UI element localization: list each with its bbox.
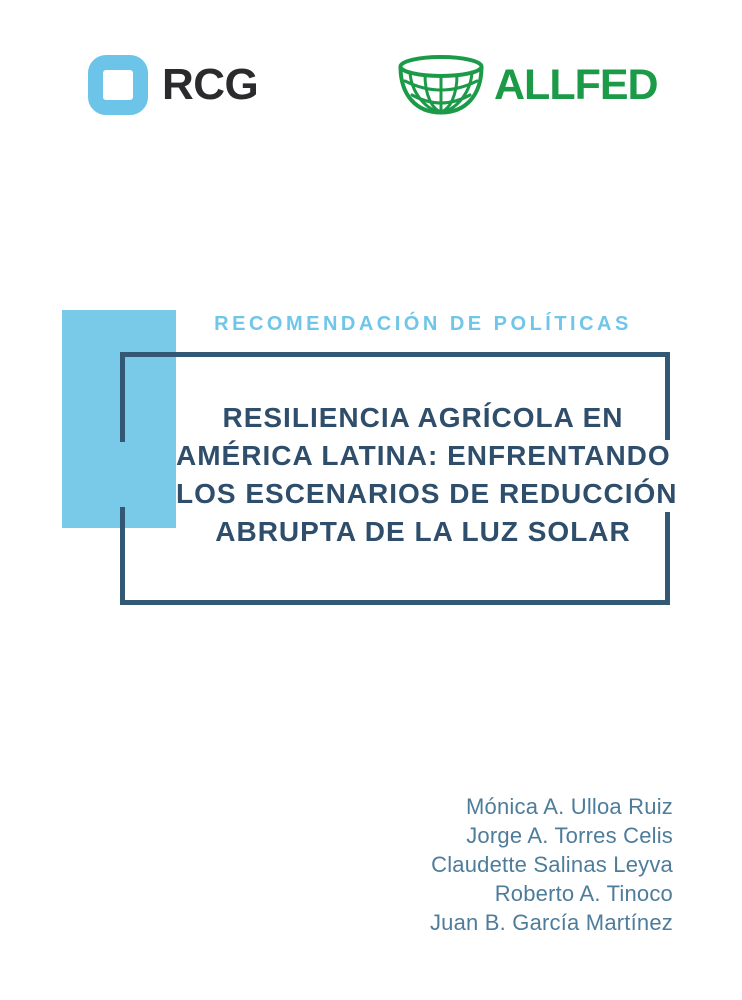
allfed-logo [398, 55, 658, 115]
frame-top-border [120, 352, 670, 357]
rcg-wordmark: RCG [162, 60, 259, 109]
frame-left-border-upper [120, 352, 125, 442]
rcg-square-icon [88, 55, 148, 115]
frame-bottom-border [120, 600, 670, 605]
authors-list [430, 792, 673, 937]
title-line: AMÉRICA LATINA: ENFRENTANDO [176, 440, 671, 471]
author-name: Jorge A. Torres Celis [466, 823, 673, 848]
allfed-wordmark: ALLFED [494, 61, 658, 109]
author-name: Juan B. García Martínez [429, 910, 673, 935]
author-name: Claudette Salinas Leyva [431, 852, 673, 877]
document-category-label: RECOMENDACIÓN DE POLÍTICAS [214, 313, 632, 335]
allfed-bowl-icon [398, 55, 484, 115]
author-name: Roberto A. Tinoco [494, 881, 673, 906]
title-line: ABRUPTA DE LA LUZ SOLAR [215, 516, 631, 547]
title-line: RESILIENCIA AGRÍCOLA EN [222, 402, 624, 433]
rcg-logo [88, 55, 258, 115]
page-title [176, 399, 678, 551]
author-name: Mónica A. Ulloa Ruiz [466, 794, 673, 819]
title-line: LOS ESCENARIOS DE REDUCCIÓN [176, 478, 678, 509]
frame-left-border-lower [120, 507, 125, 605]
